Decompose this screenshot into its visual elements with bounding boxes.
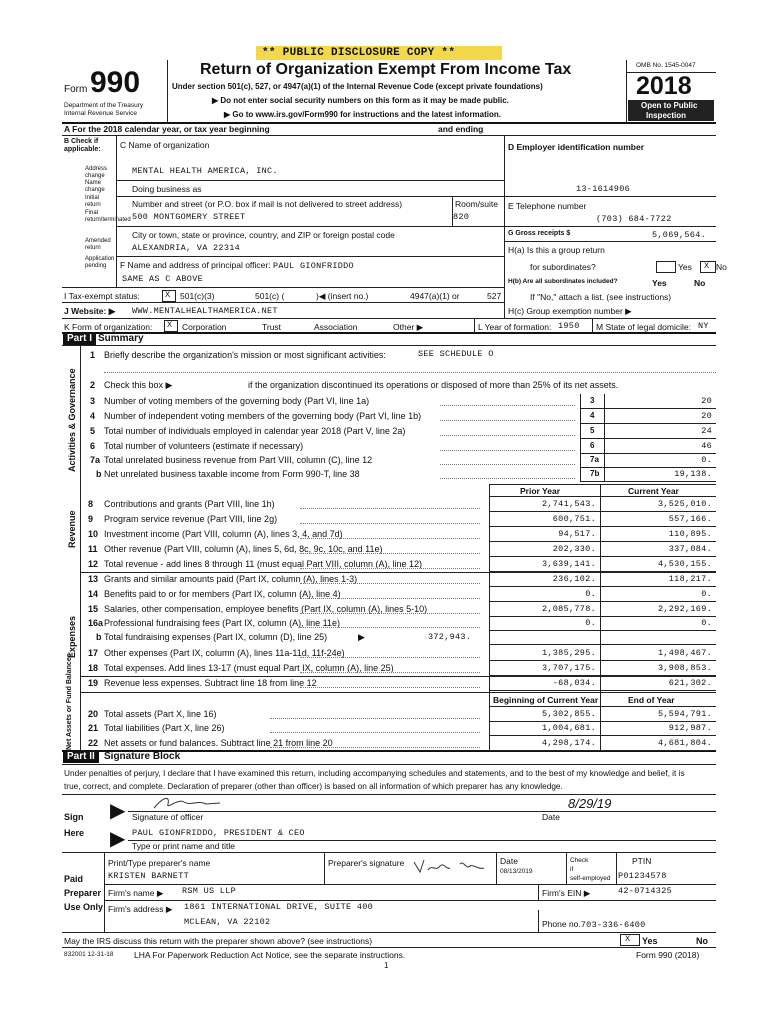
gov-row-text: Total number of individuals employed in calendar year 2018 (Part V, line 2a) <box>104 426 406 436</box>
gov-row-leader <box>440 464 575 465</box>
preparer-name: KRISTEN BARNETT <box>108 871 190 881</box>
net-col-left-rule <box>489 692 490 750</box>
rev-row-text: Total expenses. Add lines 13-17 (must equal Part IX, column (A), line 25) <box>104 663 394 673</box>
net-row-num: 20 <box>88 709 99 719</box>
rev-row-prior: 1,385,295. <box>541 648 596 658</box>
disclosure-banner-text: ** PUBLIC DISCLOSURE COPY ** <box>262 47 456 59</box>
rev-row-leader <box>300 568 480 569</box>
footer-code: 832001 12-31-18 <box>64 951 114 958</box>
col-beginning-year: Beginning of Current Year <box>493 695 599 705</box>
h-a-yes: Yes <box>678 262 692 272</box>
org-name: MENTAL HEALTH AMERICA, INC. <box>132 166 278 176</box>
phone-value: (703) 684-7722 <box>596 214 672 224</box>
line-i-501c: 501(c) ( <box>255 291 285 301</box>
line-i-x: X <box>165 290 171 300</box>
rev-row-text: Other expenses (Part IX, column (A), lines 11a-11d, 11f-24e) <box>104 648 345 658</box>
gov-row-box-label: 7a <box>590 455 599 464</box>
firm-address-label: Firm's address ▶ <box>108 904 173 914</box>
net-row-num: 22 <box>88 738 99 748</box>
side-label-net-assets: Net Assets or Fund Balances <box>66 653 73 750</box>
gov-row-rule <box>580 453 716 454</box>
rev-row-leader <box>300 598 480 599</box>
gov-row-value: 19,138. <box>674 469 712 479</box>
rev-exp-divider <box>80 572 716 573</box>
formation-year: 1950 <box>558 321 580 331</box>
discuss-yes: Yes <box>642 936 658 946</box>
rev-col-left-rule <box>489 484 490 692</box>
side-label-governance: Activities & Governance <box>67 368 77 472</box>
rev-row-leader <box>300 508 480 509</box>
instructions-notice: ▶ Go to www.irs.gov/Form990 for instructions and the latest information. <box>224 110 501 119</box>
section-g-label: G Gross receipts $ <box>508 230 571 237</box>
gov-row-num: 4 <box>90 411 96 421</box>
line-2-num: 2 <box>90 380 96 390</box>
line-m-label: M State of legal domicile: <box>596 322 691 332</box>
rev-row-num: 16a <box>88 618 104 628</box>
gov-row-box-label: 7b <box>590 469 600 478</box>
irs-discuss-question: May the IRS discuss this return with the preparer shown above? (see instructions) <box>64 936 373 946</box>
rev-row-num: 10 <box>88 529 99 539</box>
sign-label: Sign <box>64 812 84 822</box>
gov-row-num: b <box>96 469 102 479</box>
h-c-label: H(c) Group exemption number ▶ <box>508 306 632 316</box>
line-a-and-ending: and ending <box>438 124 484 134</box>
rev-row-num: 8 <box>88 499 94 509</box>
rev-row-prior: -68,034. <box>552 678 596 688</box>
website-value[interactable]: WWW.MENTALHEALTHAMERICA.NET <box>132 306 278 316</box>
net-row-eoy: 912,987. <box>668 723 712 733</box>
rev-row-leader <box>300 553 480 554</box>
gov-row-text: Number of independent voting members of the governing body (Part VI, line 1b) <box>104 411 422 421</box>
h-b-no: No <box>694 278 706 288</box>
rev-row-text: Program service revenue (Part VIII, line 2g) <box>104 514 278 524</box>
h-b-note: If "No," attach a list. (see instructions) <box>530 292 672 302</box>
form-word: Form <box>64 84 88 95</box>
gov-box-right-rule <box>604 394 605 482</box>
ptin-label: PTIN <box>632 856 652 866</box>
gov-row-rule <box>580 467 716 468</box>
line-i-label: I Tax-exempt status: <box>64 291 140 301</box>
preparer-date: 08/13/2019 <box>500 868 533 875</box>
firm-ein-label: Firm's EIN ▶ <box>542 888 591 898</box>
rev-row-rule <box>489 511 716 512</box>
rev-row-num: 9 <box>88 514 94 524</box>
rev-row-current: 110,895. <box>668 529 712 539</box>
rev-row-text: Revenue less expenses. Subtract line 18 from line 12 <box>104 678 317 688</box>
rev-row-leader <box>300 627 480 628</box>
net-row-rule <box>489 735 716 736</box>
rev-row-num: b <box>96 632 102 642</box>
section-c-label: C Name of organization <box>120 140 210 150</box>
use-only-label: Use Only <box>64 902 104 912</box>
line-k-label: K Form of organization: <box>64 322 153 332</box>
rev-row-rule <box>489 526 716 527</box>
h-b-yes: Yes <box>652 278 667 288</box>
city-label: City or town, state or province, country, and ZIP or foreign postal code <box>132 230 395 240</box>
dept-line2: Internal Revenue Service <box>64 110 137 117</box>
section-f-label: F Name and address of principal officer: PAUL GIONFRIDDO <box>120 260 354 271</box>
phone-label: Phone no.703-336-6400 <box>542 919 646 930</box>
net-row-eoy: 5,594,791. <box>657 709 712 719</box>
ptin-value: P01234578 <box>618 871 667 881</box>
gov-row-leader <box>440 478 575 479</box>
gov-row-value: 24 <box>701 426 712 436</box>
line-i-close: )◀ (insert no.) <box>316 291 369 301</box>
rev-row-num: 18 <box>88 663 99 673</box>
gov-row-text: Number of voting members of the governing body (Part VI, line 1a) <box>104 396 370 406</box>
net-row-boy: 4,298,174. <box>541 738 596 748</box>
check-application-pending[interactable]: Application pending <box>85 256 115 269</box>
side-label-revenue: Revenue <box>67 510 77 548</box>
self-employed-label[interactable]: self-employed <box>570 875 611 882</box>
gov-row-box-label: 6 <box>590 441 595 450</box>
gross-receipts: 5,069,564. <box>652 230 707 240</box>
firm-ein: 42-0714325 <box>618 886 673 896</box>
gov-row-text: Total unrelated business revenue from Part VIII, column (C), line 12 <box>104 455 373 465</box>
exp-net-divider <box>80 676 716 677</box>
rev-row-text: Professional fundraising fees (Part IX, column (A), line 11e) <box>104 618 340 628</box>
net-row-text: Net assets or fund balances. Subtract line 21 from line 20 <box>104 738 333 748</box>
rev-row-inline: 372,943. <box>428 632 472 642</box>
h-a-label2: for subordinates? <box>530 262 596 272</box>
preparer-label: Preparer <box>64 888 102 898</box>
officer-name-title: PAUL GIONFRIDDO, PRESIDENT & CEO <box>132 828 305 838</box>
form-title: Return of Organization Exempt From Income Tax <box>200 61 572 78</box>
rev-row-arrow: ▶ <box>358 632 365 642</box>
check-amended-return[interactable]: Amended return <box>85 238 111 251</box>
rev-row-current: 118,217. <box>668 574 712 584</box>
check-label: Check <box>570 857 589 864</box>
rev-row-prior: 600,751. <box>552 514 596 524</box>
gov-row-rule <box>580 481 716 482</box>
rev-row-leader <box>300 672 480 673</box>
h-b-label: H(b) Are all subordinates included? <box>508 278 618 285</box>
street-label: Number and street (or P.O. box if mail is not delivered to street address) <box>132 199 403 209</box>
rev-row-num: 17 <box>88 648 99 658</box>
section-b-label: B Check if applicable: <box>64 138 101 153</box>
net-row-boy: 1,004,681. <box>541 723 596 733</box>
h-a-no-x: X <box>704 261 710 271</box>
line-2-text: Check this box ▶ <box>104 380 173 390</box>
col-prior-year: Prior Year <box>520 486 561 496</box>
rev-row-prior: 2,741,543. <box>541 499 596 509</box>
rev-row-text: Benefits paid to or for members (Part IX, column (A), line 4) <box>104 589 341 599</box>
rev-row-prior: 0. <box>585 618 596 628</box>
section-e-label: E Telephone number <box>508 201 587 211</box>
rev-row-prior: 94,517. <box>558 529 596 539</box>
rev-row-current: 1,498,467. <box>657 648 712 658</box>
preparer-signature <box>410 856 494 878</box>
if-label: if <box>570 866 574 873</box>
line-k-association: Association <box>314 322 358 332</box>
here-label: Here <box>64 828 85 838</box>
line-1-text: Briefly describe the organization's mission or most significant activities: <box>104 350 386 360</box>
rev-row-rule <box>489 616 716 617</box>
line-2-text2: if the organization discontinued its operations or disposed of more than 25% of its net assets. <box>248 380 619 390</box>
ssn-notice: ▶ Do not enter social security numbers on this form as it may be made public. <box>212 96 509 105</box>
rev-row-current: 4,530,155. <box>657 559 712 569</box>
line-1-value: SEE SCHEDULE O <box>418 349 494 359</box>
type-name-label: Type or print name and title <box>132 841 236 851</box>
city-state-zip: ALEXANDRIA, VA 22314 <box>132 243 241 253</box>
rev-row-text: Investment income (Part VIII, column (A), lines 3, 4, and 7d) <box>104 529 343 539</box>
ein-value: 13-1614906 <box>576 184 631 194</box>
rev-row-current: 621,302. <box>668 678 712 688</box>
form-subtitle: Under section 501(c), 527, or 4947(a)(1) of the Internal Revenue Code (except private foundations) <box>172 82 543 91</box>
room-suite: 820 <box>453 212 470 222</box>
room-label: Room/suite <box>455 199 498 209</box>
page-number: 1 <box>384 961 389 970</box>
line-a-label: A For the 2018 calendar year, or tax year beginning <box>64 124 270 134</box>
rev-row-prior: 0. <box>585 589 596 599</box>
tax-year: 2018 <box>636 72 692 100</box>
part-2-label: Part II <box>63 751 99 763</box>
preparer-signature-label: Preparer's signature <box>328 858 405 868</box>
sign-arrow-1: ▶ <box>110 800 126 822</box>
check-name-change[interactable]: Name change <box>85 180 105 193</box>
gov-box-left-rule <box>580 394 581 482</box>
col-end-year: End of Year <box>628 695 675 705</box>
firm-name-label: Firm's name ▶ <box>108 888 164 898</box>
part-1-label: Part I <box>63 333 96 345</box>
line-k-x: X <box>167 320 173 330</box>
rev-row-current: 2,292,169. <box>657 604 712 614</box>
line-k-other: Other ▶ <box>393 322 424 332</box>
line-i-527: 527 <box>487 291 502 301</box>
rev-row-num: 11 <box>88 544 98 554</box>
side-label-expenses: Expenses <box>67 615 77 658</box>
rev-row-prior: 3,639,141. <box>541 559 596 569</box>
rev-row-text: Other revenue (Part VIII, column (A), lines 5, 6d, 8c, 9c, 10c, and 11e) <box>104 544 383 554</box>
rev-row-num: 12 <box>88 559 99 569</box>
gov-row-rule <box>580 438 716 439</box>
part-1-title: Summary <box>98 333 144 344</box>
gov-row-text: Total number of volunteers (estimate if necessary) <box>104 441 304 451</box>
signature-officer-label: Signature of officer <box>132 812 204 822</box>
check-final-return[interactable]: Final return/terminated <box>85 210 131 223</box>
gov-row-leader <box>440 405 575 406</box>
sign-arrow-2: ▶ <box>110 828 126 850</box>
rev-row-prior: 3,707,175. <box>541 663 596 673</box>
rev-row-text: Total fundraising expenses (Part IX, column (D), line 25) <box>104 632 328 642</box>
check-initial-return[interactable]: Initial return <box>85 195 101 208</box>
rev-row-prior: 2,085,778. <box>541 604 596 614</box>
gov-row-leader <box>440 435 575 436</box>
line-k-trust: Trust <box>262 322 282 332</box>
gov-row-text: Net unrelated business taxable income from Form 990-T, line 38 <box>104 469 360 479</box>
penalty-text-2: true, correct, and complete. Declaration of preparer (other than officer) is based on all information of which preparer has any knowledge. <box>64 781 563 791</box>
firm-name: RSM US LLP <box>182 886 237 896</box>
check-address-change[interactable]: Address change <box>85 166 108 179</box>
rev-row-rule <box>489 586 716 587</box>
rev-row-leader <box>300 687 480 688</box>
officer-address: SAME AS C ABOVE <box>122 274 204 284</box>
rev-row-text: Grants and similar amounts paid (Part IX, column (A), lines 1-3) <box>104 574 358 584</box>
rev-row-rule <box>489 690 716 691</box>
rev-row-current: 0. <box>701 618 712 628</box>
gov-row-num: 5 <box>90 426 96 436</box>
line-1-num: 1 <box>90 350 96 360</box>
rev-row-leader <box>300 523 480 524</box>
rev-row-leader <box>300 538 480 539</box>
rev-row-current: 3,908,853. <box>657 663 712 673</box>
section-d-label: D Employer identification number <box>508 142 645 152</box>
gov-row-value: 0. <box>701 455 712 465</box>
net-row-leader <box>270 718 480 719</box>
gov-row-leader <box>440 450 575 451</box>
rev-row-leader <box>300 583 480 584</box>
net-row-text: Total assets (Part X, line 16) <box>104 709 217 719</box>
line-l-label: L Year of formation: <box>478 322 552 332</box>
penalty-text-1: Under penalties of perjury, I declare that I have examined this return, including accompanying schedules and statements, and to the best of my knowledge and belief, it is <box>64 768 685 778</box>
gov-row-box-label: 4 <box>590 411 595 420</box>
gov-row-leader <box>440 420 575 421</box>
gov-row-value: 46 <box>701 441 712 451</box>
rev-row-current: 0. <box>701 589 712 599</box>
paid-label: Paid <box>64 874 84 884</box>
gov-row-rule <box>580 423 716 424</box>
gov-row-box-label: 3 <box>590 396 595 405</box>
gov-row-value: 20 <box>701 411 712 421</box>
rev-row-text: Total revenue - add lines 8 through 11 (must equal Part VIII, column (A), line 12) <box>104 559 422 569</box>
gov-row-value: 20 <box>701 396 712 406</box>
net-row-leader <box>270 732 480 733</box>
rev-row-text: Salaries, other compensation, employee benefits (Part IX, column (A), lines 5-10) <box>104 604 428 614</box>
net-row-boy: 5,302,855. <box>541 709 596 719</box>
rev-row-rule <box>489 660 716 661</box>
rev-row-rule <box>489 541 716 542</box>
rev-row-current: 557,166. <box>668 514 712 524</box>
col-current-year: Current Year <box>628 486 679 496</box>
rev-row-text: Contributions and grants (Part VIII, line 1h) <box>104 499 275 509</box>
net-row-text: Total liabilities (Part X, line 26) <box>104 723 225 733</box>
firm-address-2: MCLEAN, VA 22102 <box>184 917 271 927</box>
dba-label: Doing business as <box>132 184 202 194</box>
net-row-rule <box>489 721 716 722</box>
gov-row-rule <box>580 408 716 409</box>
open-to-public: Open to Public <box>641 101 698 110</box>
net-row-eoy: 4,681,804. <box>657 738 712 748</box>
rev-row-current: 337,084. <box>668 544 712 554</box>
line-j-label: J Website: ▶ <box>64 306 116 316</box>
domicile-state: NY <box>698 321 709 331</box>
line-i-501c3: 501(c)(3) <box>180 291 215 301</box>
rev-row-leader <box>300 613 480 614</box>
part-2-title: Signature Block <box>104 751 181 762</box>
rev-row-rule <box>489 644 716 645</box>
footer-lha: LHA For Paperwork Reduction Act Notice, see the separate instructions. <box>134 950 406 960</box>
net-row-rule <box>489 750 716 751</box>
rev-row-prior: 202,330. <box>552 544 596 554</box>
rev-row-num: 19 <box>88 678 99 688</box>
omb-number: OMB No. 1545-0047 <box>636 62 696 69</box>
line-i-4947: 4947(a)(1) or <box>410 291 460 301</box>
dept-line1: Department of the Treasury <box>64 102 144 109</box>
net-row-leader <box>270 747 480 748</box>
street-address: 500 MONTGOMERY STREET <box>132 212 246 222</box>
officer-signature <box>150 794 260 812</box>
gov-row-num: 7a <box>90 455 101 465</box>
gov-row-box-label: 5 <box>590 426 595 435</box>
rev-row-rule <box>489 630 716 631</box>
rev-row-current: 3,525,010. <box>657 499 712 509</box>
h-a-no: No <box>716 262 727 272</box>
rev-row-rule <box>489 556 716 557</box>
inspection: Inspection <box>646 111 687 120</box>
form-number: 990 <box>90 66 141 99</box>
rev-row-leader <box>300 657 480 658</box>
signature-date-label: Date <box>542 812 560 822</box>
gov-row-num: 3 <box>90 396 96 406</box>
discuss-no: No <box>696 936 708 946</box>
rev-row-num: 13 <box>88 574 99 584</box>
gov-row-num: 6 <box>90 441 96 451</box>
rev-row-rule <box>489 601 716 602</box>
footer-form: Form 990 (2018) <box>636 950 700 960</box>
h-a-yes-box[interactable] <box>656 261 676 273</box>
net-row-num: 21 <box>88 723 99 733</box>
rev-row-num: 15 <box>88 604 99 614</box>
sign-date: 8/29/19 <box>568 796 612 811</box>
rev-row-prior: 236,102. <box>552 574 596 584</box>
rev-row-num: 14 <box>88 589 99 599</box>
preparer-date-label: Date <box>500 856 518 866</box>
discuss-yes-x: X <box>625 934 631 944</box>
h-a-label: H(a) Is this a group return <box>508 245 605 255</box>
firm-address-1: 1861 INTERNATIONAL DRIVE, SUITE 400 <box>184 902 374 912</box>
line-k-corporation: Corporation <box>182 322 227 332</box>
preparer-name-label: Print/Type preparer's name <box>108 858 211 868</box>
